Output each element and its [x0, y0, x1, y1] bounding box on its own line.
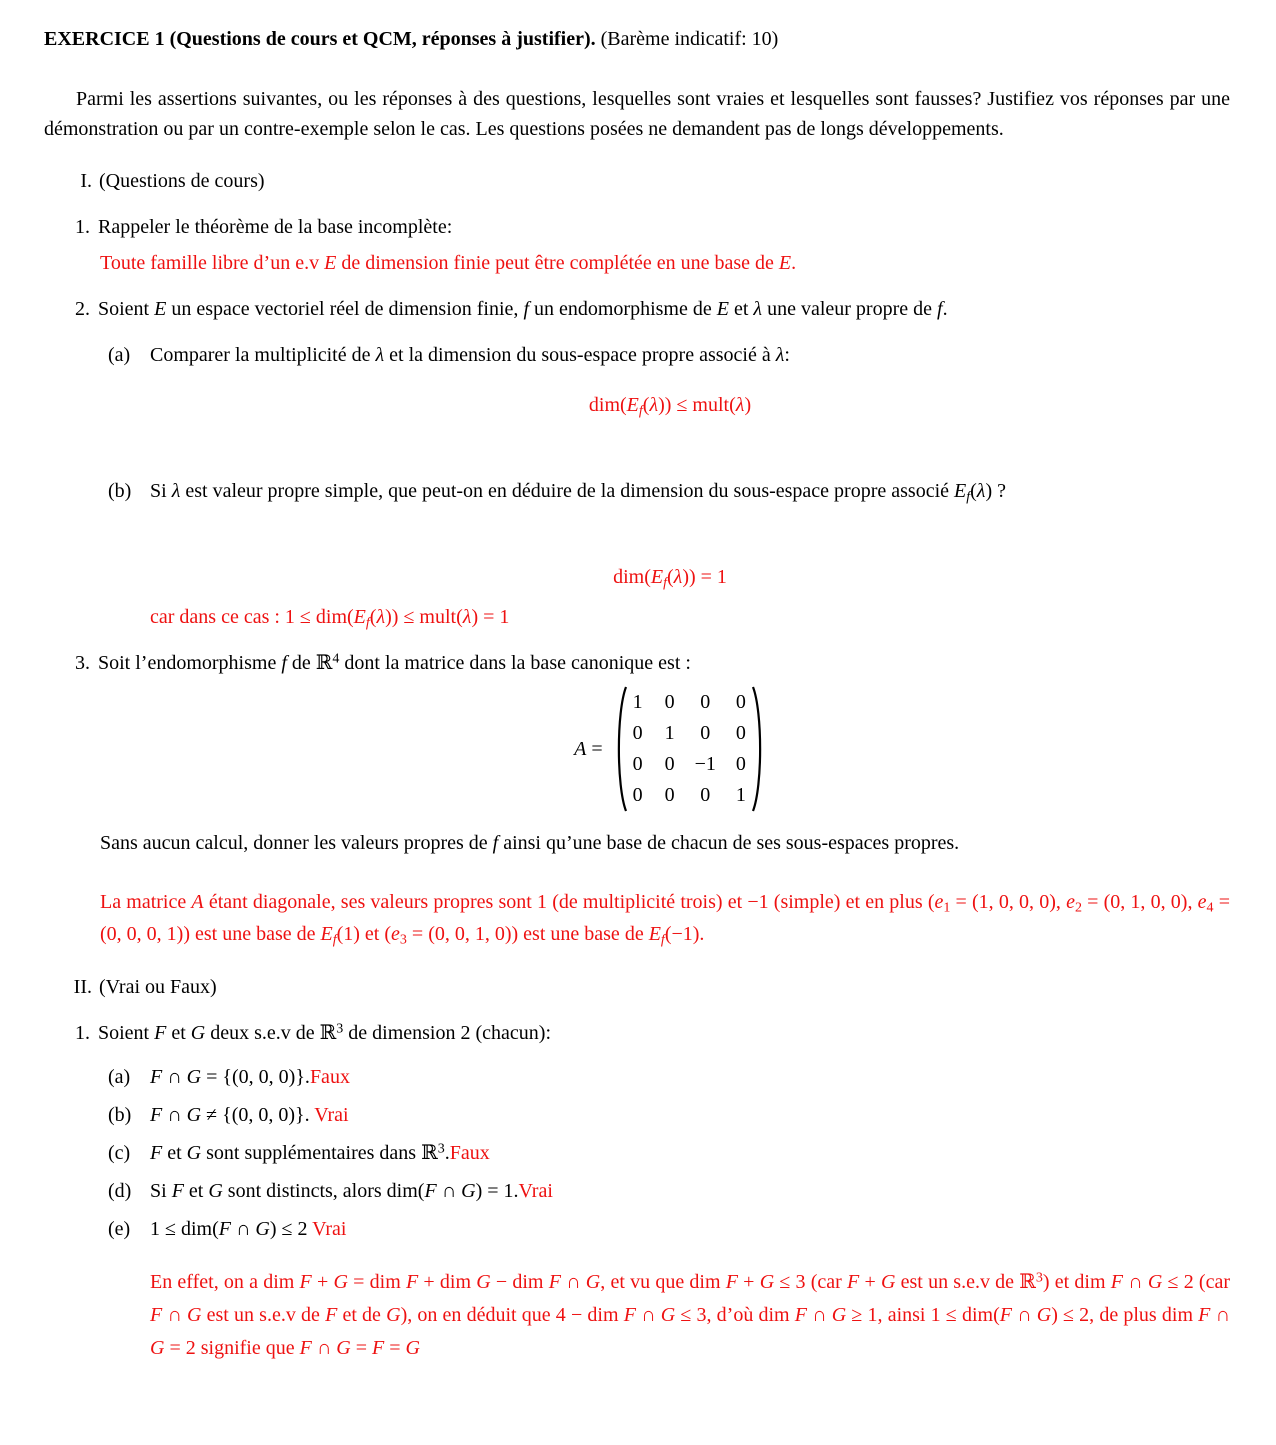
item-1-number: 1.	[75, 216, 90, 238]
item-2-number: 2.	[75, 298, 90, 320]
vf-subitem-b-text: F ∩ G ≠ {(0, 0, 0)}. Vrai	[150, 1104, 349, 1126]
vf-subitem-c	[44, 1138, 1230, 1168]
section-ii-label: II.	[73, 976, 92, 998]
conclusion-paragraph: En effet, on a dim F + G = dim F + dim G − dim F ∩ G, et vu que dim F + G ≤ 3 (car F + G est un s.e.v de ℝ$^3$) et dim F ∩ G ≤ 2 (car F ∩ G est un s.e.v de F et de G), on en déduit que 4 − dim F ∩ G ≤ 3, d’où dim F ∩ G ≥ 1, ainsi 1 ≤ dim(F ∩ G) ≤ 2, de plus dim F ∩ G = 2 signifie que F ∩ G = F = G	[150, 1270, 1231, 1359]
matrix-left-paren	[613, 684, 628, 814]
matrix-cell: −1	[694, 753, 716, 775]
vf-subitem-d-number: (d)	[108, 1180, 132, 1202]
vf-item-1-text: Soient F et G deux s.e.v de ℝ$^3$ de dimension 2 (chacun):	[98, 1021, 551, 1044]
item-3-answer: La matrice A étant diagonale, ses valeurs propres sont 1 (de multiplicité trois) et −1 (simple) et en plus ($e_1 = (1$, 0, 0, 0), $e_2 = (0$, 1, 0, 0), $e_4 = (0$, 0, 0, 1)) est une base de $E_f(1)$ et ($e_3 = (0$, 0, 1, 0)) est une base de $E_f(-1)$.	[100, 891, 1230, 948]
item-3-text: Soit l’endomorphisme f de ℝ$^4$ dont la matrice dans la base canonique est :	[98, 651, 691, 674]
vf-item-1	[44, 1018, 1230, 1048]
subitem-2b-text: Si λ est valeur propre simple, que peut-on en déduire de la dimension du sous-espace propre associé $E_f(\lambda)$ ?	[150, 480, 1007, 505]
vf-subitem-b-number: (b)	[108, 1104, 132, 1126]
matrix-grid	[631, 687, 748, 811]
item-3-number: 3.	[75, 652, 90, 674]
matrix-right-paren	[751, 684, 766, 814]
intro-paragraph: Parmi les assertions suivantes, ou les réponses à des questions, lesquelles sont vraies et lesquelles sont fausses? Justifiez vos réponses par une démonstration ou par un contre-exemple selon le cas. Les questions posées ne demandent pas de longs développements.	[44, 88, 1230, 140]
matrix-cell: 0	[700, 784, 711, 806]
vf-subitem-a-number: (a)	[108, 1066, 131, 1088]
exercise-title-bold: EXERCICE 1 (Questions de cours et QCM, réponses à justifier).	[44, 28, 596, 50]
vf-subitem-e-number: (e)	[108, 1218, 131, 1240]
item-1-text: Rappeler le théorème de la base incomplète:	[98, 216, 453, 238]
subitem-2a	[44, 340, 1230, 370]
exercise-title	[44, 24, 1230, 54]
section-ii-heading	[44, 972, 1230, 1002]
section-i-heading	[44, 166, 1230, 196]
formula-dim-eq-1: $dim(E_f(\lambda)) = 1$	[613, 566, 727, 591]
vf-list	[44, 1062, 1230, 1244]
subitem-2a-text: Comparer la multiplicité de λ et la dimension du sous-espace propre associé à λ:	[150, 344, 790, 366]
section-i-label: I.	[80, 170, 92, 192]
vf-subitem-d-text: Si F et G sont distincts, alors dim(F ∩ G) = 1.Vrai	[150, 1180, 553, 1202]
vf-subitem-a-text: F ∩ G = {(0, 0, 0)}.Faux	[150, 1066, 350, 1088]
matrix-display	[110, 684, 1230, 814]
matrix-cell: 1	[632, 691, 643, 713]
matrix-cell: 0	[735, 753, 746, 775]
section-ii-title: (Vrai ou Faux)	[99, 976, 217, 998]
item-2-text: Soient E un espace vectoriel réel de dimension finie, f un endomorphisme de E et λ une valeur propre de f.	[98, 298, 948, 320]
vf-subitem-c-text: F et G sont supplémentaires dans ℝ$^3$.Faux	[150, 1141, 490, 1164]
exercise-title-bareme: (Barème indicatif: 10)	[600, 28, 779, 50]
subitem-2a-number: (a)	[108, 344, 131, 366]
matrix-cell: 0	[664, 753, 675, 775]
vf-subitem-e-text: 1 ≤ dim(F ∩ G) ≤ 2 Vrai	[150, 1218, 347, 1240]
vf-item-1-number: 1.	[75, 1022, 90, 1044]
matrix-cell: 0	[632, 753, 643, 775]
matrix-cell: 0	[664, 691, 675, 713]
matrix-cell: 1	[664, 722, 675, 744]
vf-subitem-c-number: (c)	[108, 1142, 131, 1164]
item-1-answer: Toute famille libre d’un e.v E de dimension finie peut être complétée en une base de E.	[100, 252, 797, 274]
item-2	[44, 294, 1230, 324]
formula-dim-le-mult: $dim(E_f(\lambda))$ ≤ mult(λ)	[588, 394, 752, 419]
section-i-title: (Questions de cours)	[99, 170, 265, 192]
item-3-followup: Sans aucun calcul, donner les valeurs propres de f ainsi qu’une base de chacun de ses sous-espaces propres.	[100, 832, 960, 854]
item-3	[44, 648, 1230, 678]
item-1	[44, 212, 1230, 242]
matrix-cell: 0	[632, 722, 643, 744]
vf-subitem-d	[44, 1176, 1230, 1206]
matrix-cell: 1	[735, 784, 746, 806]
vf-subitem-b	[44, 1100, 1230, 1130]
matrix-cell: 0	[632, 784, 643, 806]
matrix-cell: 0	[700, 691, 711, 713]
vf-subitem-a	[44, 1062, 1230, 1092]
subitem-2b	[44, 476, 1230, 506]
matrix-cell: 0	[735, 722, 746, 744]
matrix-cell: 0	[735, 691, 746, 713]
subitem-2b-justification: car dans ce cas : $1 \le dim(E_f(\lambda))$ ≤ mult(λ) = 1	[150, 606, 510, 631]
matrix-cell: 0	[700, 722, 711, 744]
matrix-label: A =	[574, 738, 603, 760]
vf-subitem-e	[44, 1214, 1230, 1244]
matrix-cell: 0	[664, 784, 675, 806]
subitem-2b-number: (b)	[108, 480, 132, 502]
